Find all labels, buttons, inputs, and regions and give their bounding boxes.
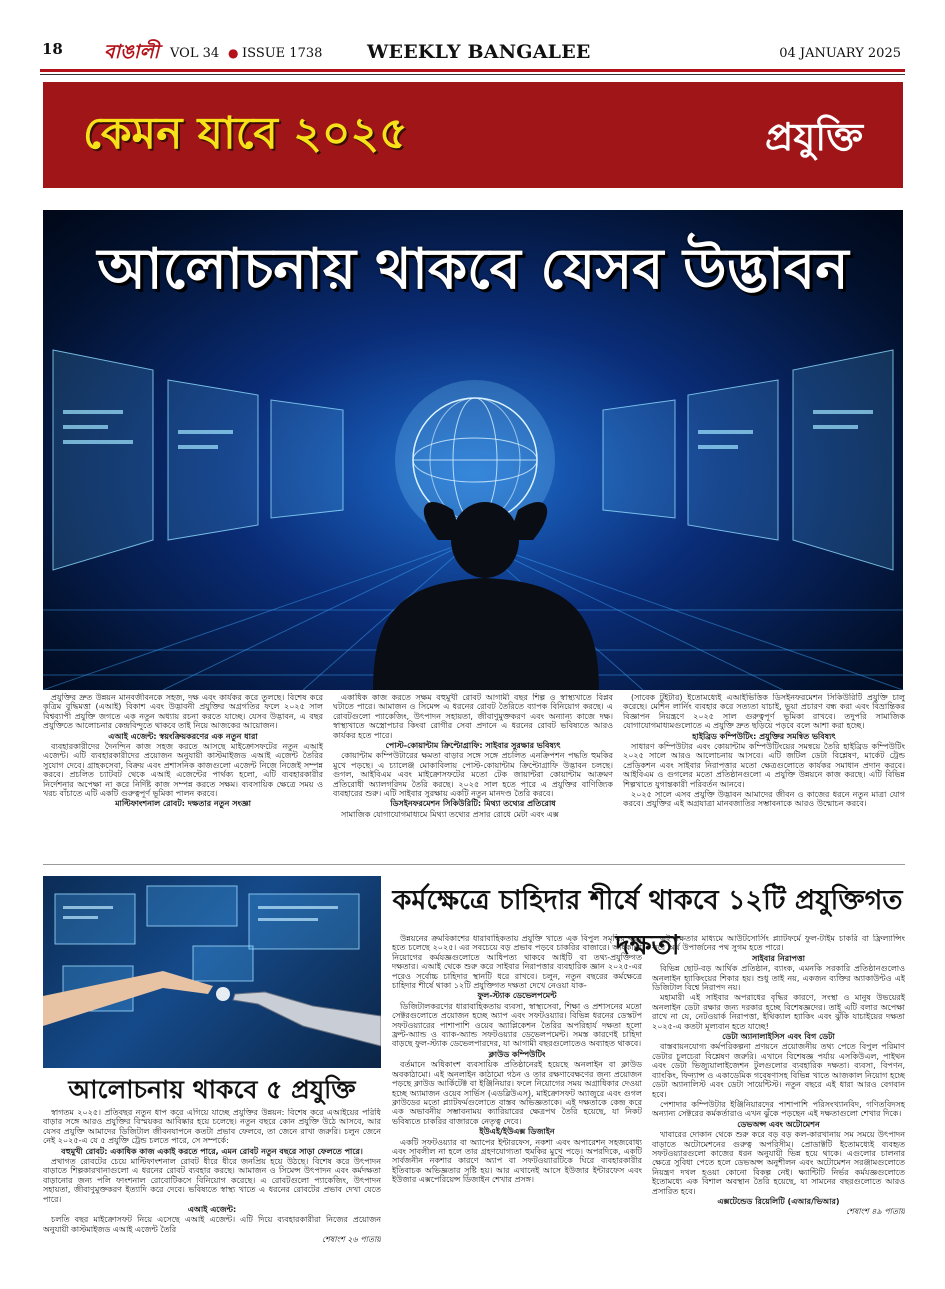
banner-headline: কেমন যাবে ২০২৫ xyxy=(83,108,408,159)
story3-column-1 xyxy=(392,934,642,1254)
paragraph: প্রযুক্তির দ্রুত উন্নয়ন মানবজীবনকে সহজ, দক্ষ এবং কার্যকর করে তুলছে। বিশেষ করে কৃত্রিম বুদ্ধিমত্তা (এআই) বিকাশ এবং উদ্ভাবনী প্রযুক্তির অগ্রগতির ফলে ২০২৫ সাল বিশ্বব্যাপী প্রযুক্তি জগতে এক নতুন অধ্যায় রচনা করতে যাচ্ছে। যেসব উদ্ভাবন, এ বছর প্রযুক্তিতে আলোচনার কেন্দ্রবিন্দুতে থাকবে তাই নিয়ে আজকের আয়োজন। xyxy=(43,693,323,731)
story2-body xyxy=(43,1108,381,1253)
story1-column-2 xyxy=(333,693,613,853)
paragraph: কোয়ান্টাম কম্পিউটারের ক্ষমতা বাড়ার সঙ্গে সঙ্গে প্রচলিত এনক্রিপশন পদ্ধতি হুমকির মুখে পড়ছে। এ চ্যালেঞ্জ মোকাবিলায় পোস্ট-কোয়ান্টাম ক্রিপ্টোগ্রাফি উদ্ভাবন চলছে। গুগল, আইবিএম এবং মাইক্রোসফটের মতো টেক জায়ান্টরা কোয়ান্টাম আক্রমণ প্রতিরোধী অ্যালগরিদম তৈরি করছে। ২০২৫ সাল হতে পারে এ প্রযুক্তির বাণিজ্যিক ব্যবহারের শুরু। এটি সাইবার সুরক্ষায় একটি নতুন মানদণ্ড তৈরি করবে। xyxy=(333,751,613,799)
subheading: মাল্টিফাংশনাল রোবট: দক্ষতার নতুন সংজ্ঞা xyxy=(115,799,251,809)
bullet-dot-icon: ● xyxy=(228,46,239,60)
continued-note: শেষাংশ ৪৯ পাতায় xyxy=(845,1207,905,1217)
subheading: এক্সটেন্ডেড রিয়েলিটি (এআর/ভিআর) xyxy=(717,1196,840,1206)
hero-title: আলোচনায় থাকবে যেসব উদ্ভাবন xyxy=(97,237,849,302)
section-label: প্রযুক্তি xyxy=(764,115,863,159)
volume-label: VOL 34 xyxy=(170,46,220,61)
paragraph: খাবারের দোকান থেকে শুরু করে বড় বড় কল-কারখানায় সম সময়ে উৎপাদন বাড়াতে অটোমেশনের গুরুত্ব অপরিসীম। প্রোডাক্টটি ইতোমধ্যেই ব্যবহৃত সফটওয়্যারগুলো কাজের ধরন অনুযায়ী ভিন্ন হয়ে থাকে। এগুলোর চালনার ক্ষেত্রে সুবিধা পেতে হলে ডেভঅপ্স অনুশীলন এবং অটোমেশন সরঞ্জামগুলোতে নিয়ন্ত্রণ দখল হওয়া কোনো বিকল্প নেই। ক্ষ্যান্টিটি নির্ভর কর্মযজ্ঞগুলোতে ইতোমধ্যে এক বিশাল অবস্থান তৈরি হয়েছে, যা সামনের বছরগুলোতে আরও প্রসারিত হবে। xyxy=(652,1130,905,1196)
subheading: বহুমুখী রোবট: একাধিক কাজ একাই করতে পারে, এমন রোবট নতুন বছরে সাড়া ফেলতে পারে। xyxy=(61,1146,363,1156)
section-banner xyxy=(43,82,903,188)
story1-column-3 xyxy=(623,693,905,853)
hero-image xyxy=(43,210,903,690)
story3-column-2 xyxy=(652,934,905,1254)
issue-label: ISSUE 1738 xyxy=(242,46,323,61)
section-divider xyxy=(43,864,905,865)
subheading: ডিসইনফরমেশন সিকিউরিটি: মিথ্যা তথ্যের প্রতিরোধ xyxy=(390,799,556,809)
subheading: ডেভঅপ্স এবং অটোমেশন xyxy=(737,1119,820,1129)
paragraph: (সাবেক টুইটার) ইতোমধ্যেই এআইভিত্তিক ডিসইনফরমেশন সিকিউরিটি প্রযুক্তি চালু করেছে। মেশিন লার্নিং ব্যবহার করে সত্যতা যাচাই, ভুয়া প্রচারণ বন্ধ করা এবং বিভ্রান্তিকর বিজ্ঞাপন নিয়ন্ত্রণে ২০২৫ সাল গুরুত্বপূর্ণ ভূমিকা রাখবে। তদুপরি সামাজিক যোগাযোগমাধ্যমগুলোতে এ প্রযুক্তি দ্রুত ছড়িয়ে পড়বে বলে আশা করা হচ্ছে। xyxy=(623,693,905,731)
paragraph: সাধারণ কম্পিউটার এবং কোয়ান্টাম কম্পিউটিংয়ের সমন্বয়ে তৈরি হাইব্রিড কম্পিউটিং ২০২৫ সালে আরও আলোচনায় আসবে। এটি জটিল ডেটা বিশ্লেষণ, মার্কেট ট্রেন্ড প্রেডিকশন এবং সাইবার নিরাপত্তার মতো ক্ষেত্রগুলোতে কার্যকর সমাধান প্রদান করবে। আইবিএম ও গুগলের মতো প্রতিষ্ঠানগুলো এ প্রযুক্তি উন্নয়নে কাজ করছে। এটি বিভিন্ন শিল্পখাতে যুগান্তকারী পরিবর্তন আনবে। xyxy=(623,742,905,789)
paragraph: বাস্তবায়নযোগ্য কর্মপরিকল্পনা প্রণয়নে প্রয়োজনীয় তথ্য পেতে বিপুল পরিমাণ ডেটার চুলচেরা বিশ্লেষণ জরুরি। এখানে বিশেষজ্ঞ পর্যায় এসকিউএল, পাইথন এবং ডেটা ভিজ্যুয়ালাইজেশন টুলগুলোর ব্যবহারিক দক্ষতা। ব্যবসা, বিপণন, ব্যাংকিং, ফিন্যান্স ও একাডেমিক গবেষণাসহ বিভিন্ন খাতে আজকাল নিয়োগ হচ্ছে ডেটা অ্যানালিস্ট এবং ডেটা সায়েন্টিস্ট। নতুন বছরে এই ধারা আরও বেগবান হবে। xyxy=(652,1042,905,1099)
paragraph: ডিজিটালকরণের ধারাবাহিকতায় ব্যবসা, স্বাস্থ্যসেবা, শিক্ষা ও প্রশাসনের মতো সেক্টরগুলোতে প্রয়োজন হচ্ছে অ্যাপ এবং সফটওয়্যার। বিভিন্ন ধরনের ডেস্কটপ সফটওয়্যারের পাশাপাশি ওয়েব অ্যাপ্লিকেশন তৈরির অপরিহার্য দক্ষতা হলো ফ্রন্ট-অ্যান্ড ও ব্যাক-অ্যান্ড সফটওয়্যার ডেভেলপমেন্ট। সমস্ত কারণেই চাহিদা বাড়ছে ফুল-স্ট্যাক ডেভেলপারদের, যা আগামী বছরগুলোতেও অব্যাহত থাকবে। xyxy=(392,1001,642,1049)
masthead-thin-rule xyxy=(40,74,905,75)
issue-date: 04 JANUARY 2025 xyxy=(779,46,901,61)
paragraph: প্রথাগত রোবটের চেয়ে মাল্টিফাংশনাল রোবট ধীরে ধীরে জনপ্রিয় হয়ে উঠছে। বিশেষ করে উৎপাদন বাড়াতে শিল্পকারখানাগুলো এ ধরনের রোবট ব্যবহার করছে। আমাজন ও সিমেন্স উৎপাদন এবং কর্মদক্ষতা বাড়ানোর জন্য পলি ফাংশনাল রোবোটিকসে বিনিয়োগ করেছে। এ রোবটগুলো প্যাকেজিং, উৎপাদন সহায়তা, জীবাণুমুক্তকরণ ইত্যাদি করে দেবে। ভবিষ্যতে স্বাস্থ্য খাতে এ ধরনের রোবটের প্রভাব দেখা যেতে পারে। xyxy=(43,1157,381,1204)
paper-name: WEEKLY BANGALEE xyxy=(367,41,591,63)
story3-title: কর্মক্ষেত্রে চাহিদার শীর্ষে থাকবে ১২টি প্রযুক্তিগত দক্ষতা xyxy=(392,885,903,961)
paragraph: ২০২৫ সালে এসব প্রযুক্তি উদ্ভাবন আমাদের জীবন ও কাজের ধরনে নতুন মাত্রা যোগ করবে। প্রযুক্তির এই অগ্রযাত্রা মানবজাতির সম্ভাবনাকে আরও উন্মোচন করবে। xyxy=(623,790,905,809)
paragraph: বর্তমানে অধিকাংশ ব্যবসায়িক প্রতিষ্ঠানেরই হয়েছে অনলাইন বা ক্লাউড অবকাঠামো। এই অনলাইন কাঠামো গঠন ও তার রক্ষণাবেক্ষণের জন্য প্রয়োজন পড়ছে ক্লাউড আর্কিটেক্ট বা ইঞ্জিনিয়ার। ফলে নিয়োগের সময় অগ্রাধিকার দেওয়া হচ্ছে অ্যামাজন ওয়েব সার্ভিস (এডব্লিউএস), মাইক্রোসফট অ্যাজুরে এবং গুগল ক্লাউডের মতো প্ল্যাটফর্মগুলোতে বাস্তব অভিজ্ঞতাকে। এই দক্ষতাকে কেন্দ্র করে এক অভাবনীয় সম্ভাবনাময় ক্যারিয়ারের ক্ষেত্রপথ তৈরি হয়েছে, যা নিকট ভবিষ্যতে চাকরির বাজারকে নেতৃত্ব দেবে। xyxy=(392,1060,642,1126)
subheading: এআই এজেন্ট: xyxy=(187,1205,237,1215)
subheading: হাইব্রিড কম্পিউটিং: প্রযুক্তির সমন্বিত ভবিষ্যৎ xyxy=(692,731,836,741)
subheading: ক্লাউড কম্পিউটিং xyxy=(488,1049,546,1059)
robot-hand-illustration xyxy=(43,876,381,1068)
masthead-rule xyxy=(40,69,905,72)
subheading: সাইবার নিরাপত্তা xyxy=(752,953,805,963)
story2-image xyxy=(43,876,381,1068)
paragraph: একাধিক কাজ করতে সক্ষম বহুমুখী রোবট আগামী বছর শিল্প ও স্বাস্থ্যখাতে বিপ্লব ঘটাতে পারে। আমাজন ও সিমেন্স এ ধরনের রোবট তৈরিতে ব্যাপক বিনিয়োগ করছে। এ রোবটগুলো প্যাকেজিং, উৎপাদন সহায়তা, জীবাণুমুক্তকরণ এবং অন্যান্য কাজে দক্ষ। স্বাস্থ্যখাতে অস্ত্রোপচার কিংবা রোগীর সেবা প্রদানে এ ধরনের রোবট ভবিষ্যতে আরও কার্যকর হতে পারে। xyxy=(333,693,613,740)
continued-note: শেষাংশ ২৬ পাতায় xyxy=(321,1235,381,1245)
paragraph: চলতি বছর মাইক্রোসফট নিয়ে এসেছে এআই এজেন্ট। এটি দিয়ে ব্যবহারকারীরা নিজের প্রয়োজন অনুযায়ী কাস্টমাইজড এআই এজেন্ট তৈরি xyxy=(43,1215,381,1234)
page-number: 18 xyxy=(42,40,63,58)
brand-logo-text: বাঙালী xyxy=(104,41,160,63)
paragraph: একটি সফটওয়্যার বা অ্যাপের ইন্টারফেস, নকশা এবং অপারেশন সহজবোধ্য এবং সাবলীল না হলে তার গ্রহণযোগ্যতা হুমকির মুখে পড়ে। অপরদিকে, একটি সার্বজনীন নকশার কারণে অ্যাপ বা সফটওয়্যারটিকে ঘিরে ব্যবহারকারীর ইতিবাচক অভিজ্ঞতার সৃষ্টি হয়। আর এখানেই আসে ইউজার ইন্টারফেস এবং ইউজার এক্সপেরিয়েন্স ডিজাইন শেখার প্রসঙ্গ। xyxy=(392,1137,642,1185)
paragraph: এই দক্ষতার মাধ্যমে আউটসোর্সিং প্ল্যাটফর্মে ফুল-টাইম চাকরি বা ফ্রিল্যান্সিং করে অর্থ উপার্জনের পথ সুগম হতে পারে। xyxy=(652,934,905,953)
paragraph: পেশাদার কম্পিউটার ইঞ্জিনিয়ারদের পাশাপাশি পরিসংখ্যানবিদ, গণিতবিদসহ অন্যান্য সেক্টরের কর্মকর্তারাও এখন ঝুঁকে পড়ছেন এই দক্ষতাগুলো শেখার দিকে। xyxy=(652,1099,905,1119)
brand-logo[interactable] xyxy=(96,36,178,68)
paragraph: সামাজিক যোগাযোগমাধ্যমে মিথ্যা তথ্যের প্রসার রোধে মেটা এবং এক্স xyxy=(341,809,559,819)
paragraph: বিভিন্ন ছোট-বড় আর্থিক প্রতিষ্ঠান, ব্যাংক, এমনকি সরকারি প্রতিষ্ঠানগুলোও অনলাইন হ্যাকিংয়ের শিকার হয়। শুধু তাই নয়, একজন ব্যক্তির অ্যাকাউন্টও এই ডিজিটাল বিশ্বে নিরাপদ নয়। xyxy=(652,964,905,993)
paragraph: উন্নয়নের ক্রমবিকাশের ধারাবাহিকতায় প্রযুক্তি খাতে এক বিপুল সমৃদ্ধির বছর হতে চলেছে ২০২৫। এর সবচেয়ে বড় প্রভাব পড়বে চাকরির বাজারে। অধিকাংশ নিয়োগের কর্মযজ্ঞগুলোতে আধিপত্য থাকবে আইটি বা তথ্য-প্রযুক্তিগত দক্ষতার। এআই থেকে শুরু করে সাইবার নিরাপত্তার ব্যবহারিক জ্ঞান ২০২৫-এর পরেও সর্বোচ্চ চাহিদার স্থানটি ধরে রাখবে। চলুন, নতুন বছরের কর্মক্ষেত্রে চাহিদার শীর্ষে থাকা ১২টি প্রযুক্তিগত দক্ষতা দেখে নেওয়া যাক- xyxy=(392,934,642,991)
subheading: ইউএই/ইউএক্স ডিজাইন xyxy=(479,1127,555,1137)
subheading: পোস্ট-কোয়ান্টাম ক্রিপ্টোগ্রাফি: সাইবার সুরক্ষার ভবিষ্যৎ xyxy=(385,741,561,751)
subheading: ডেটা অ্যানালাইসিস এবং বিগ ডেটা xyxy=(722,1032,835,1042)
story2-title: আলোচনায় থাকবে ৫ প্রযুক্তি xyxy=(68,1075,356,1104)
subheading: ফুল-স্ট্যাক ডেভেলপমেন্ট xyxy=(477,991,557,1001)
paragraph: স্বাগতম ২০২৫। প্রতিবছর নতুন ধাপ করে এগিয়ে যাচ্ছে প্রযুক্তির উন্নয়ন: বিশেষ করে এআইয়ের পরিধি বাড়ার সঙ্গে আরও প্রযুক্তির বিস্ময়কর আবিষ্কার হয়ে চলেছে। নতুন বছরে কোন প্রযুক্তি উঠে আসবে, আর যেসব প্রযুক্তি আমাদের ডিজিটাল জীবনযাপনে কতটা প্রভাব ফেলবে, তা জেনে রাখা জরুরি। চলুন জেনে নেই ২০২৫-এ যে ৫ প্রযুক্তি ট্রেন্ড চলতে পারে, সে সম্পর্কে: xyxy=(43,1108,381,1146)
story1-column-1 xyxy=(43,693,323,853)
subheading: এআই এজেন্ট: স্বয়ংক্রিয়করণের এক নতুন ধারা xyxy=(108,731,258,741)
paragraph: ব্যবহারকারীদের দৈনন্দিন কাজ সহজ করতে আসছে মাইক্রোসফটের নতুন এআই এজেন্ট। এটি ব্যবহারকারীদের প্রয়োজন অনুযায়ী কাস্টমাইজড এআই এজেন্ট তৈরির সুযোগ দেবে। গ্রাহকসেবা, বিক্রয় এবং প্রশাসনিক কাজগুলো এজেন্ট নিজে নিজেই সম্পন্ন করবে। প্রচলিত চ্যাটবট থেকে এআই এজেন্টের পার্থক্য হলো, এটি ব্যবহারকারীর নির্দেশনার অপেক্ষা না করে নির্দিষ্ট কাজ সম্পন্ন করতে সক্ষম। ব্যবসায়িক ক্ষেত্রে সময় ও খরচ বাঁচাতে এটি একটি গুরুত্বপূর্ণ ভূমিকা পালন করবে। xyxy=(43,742,323,799)
paragraph: মহামারী এই সাইবার অপরাধের বৃদ্ধির কারণে, সংস্থা ও মানুষ উভয়েরই অনলাইন ডেটা রক্ষার জন্য দরকার হচ্ছে বিশেষজ্ঞদের। তাই এটি বলার অপেক্ষা রাখে না যে, নেটওয়ার্ক নিরাপত্তা, ইথিক্যাল হ্যাকিং এবং ঝুঁকি যাচাইয়ের দক্ষতা ২০২৫-এ কতটা মূল্যবান হতে যাচ্ছে! xyxy=(652,993,905,1031)
